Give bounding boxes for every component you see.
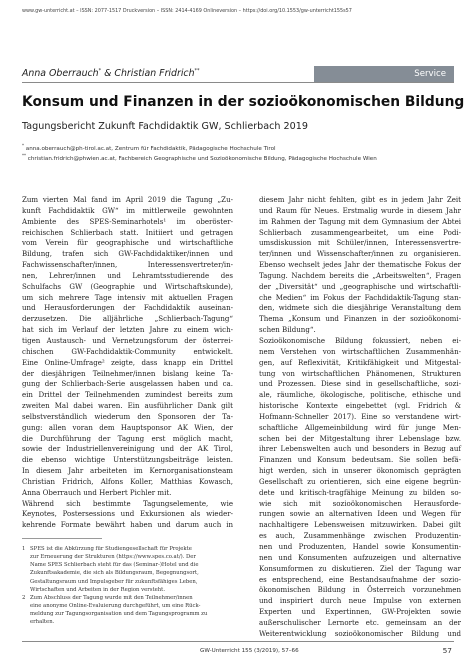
affiliation-1 <box>22 143 276 152</box>
text-line: tigen Austausch- und Vernetzungsforum der österrei- <box>22 335 233 345</box>
text-line: Schlierbach zusammengearbeitet, um eine Podi- <box>259 227 461 237</box>
text-line: Experten und Expertinnen, GW-Projekten sowie <box>259 607 461 617</box>
footnote-rule <box>22 538 102 539</box>
footnote-line <box>22 602 236 610</box>
text-line: vom Verein für geographische und wirtschaftliche <box>22 238 233 248</box>
footnote-line <box>22 569 236 577</box>
text-line: kunft Fachdidaktik GW“ im mittlerweile gewohnten <box>22 205 233 215</box>
text-line: und Herausforderungen der Fachdidaktik auseinan- <box>22 303 233 313</box>
author-join: & Christian Fridrich <box>101 68 195 79</box>
text-line: um sich mehrere Tage intensiv mit aktuellen Fragen <box>22 292 233 302</box>
text-line: Sozioökonomische Bildung fokussiert, neben ei- <box>259 335 461 345</box>
authors <box>22 68 200 79</box>
text-line: kehrende Formate bewährt haben und darum auch in <box>22 520 233 530</box>
footnote-text: Wirtschaften und Arbeiten in der Region versteht. <box>30 586 165 593</box>
text-line: gung: allen voran dem Hauptsponsor AK Wien, der <box>22 422 233 432</box>
text-line: den, widmete sich die diesjährige Veranstaltung dem <box>259 303 461 313</box>
text-line: ihrer Lebenswelten auch und besonders in Bezug auf <box>259 444 461 454</box>
text-line: nachhaltigere Lebensweisen mitzuwirken. Dabei gilt <box>259 520 461 530</box>
text-line: Gesellschaft zu orientieren, sich eine eigene begrün- <box>259 476 461 486</box>
text-line: che Medien“ im Fokus der Fachdidaktik-Tagung stan- <box>259 292 461 302</box>
article-subtitle: Tagungsbericht Zukunft Fachdidaktik GW, Schlierbach 2019 <box>22 121 308 132</box>
text-line: nem Verstehen von wirtschaftlichen Zusammenhän- <box>259 346 461 356</box>
text-line: zweiten Mal dabei waren. Ein ausführlicher Dank gilt <box>22 401 233 411</box>
text-line: Ambiente des SPES-Seminarhotels¹ im oberöster- <box>22 216 233 226</box>
journal-reference: GW-Unterricht 155 (3/2019), 57–66 <box>200 648 299 654</box>
text-line: nen und Produzenten, Handel sowie Konsumentin- <box>259 542 461 551</box>
text-line: Thema „Konsum und Finanzen in der sozioökonomi- <box>259 314 461 324</box>
text-line: Ebenso wechselt jedes Jahr der thematische Fokus der <box>259 260 461 270</box>
author-2-mark: ** <box>194 67 200 74</box>
text-line: diesem Jahr nicht fehlten, gibt es in jedem Jahr Zeit <box>259 195 461 204</box>
footnote-text: Name SPES Schlierbach steht für das (Seminar-)Hotel und die <box>30 562 199 569</box>
text-line: Christian Fridrich, Alfons Koller, Matthias Kowasch, <box>22 476 233 486</box>
footnote-line <box>22 561 236 569</box>
text-line: historische Kontexte eingebettet (vgl. Fridrich & <box>259 401 461 411</box>
footnote-text: SPES ist die Abkürzung für Studiengesellschaft für Projekte <box>30 546 192 552</box>
text-line: dete und kritisch-tragfähige Meinung zu bilden so- <box>259 487 461 497</box>
text-line: Finanzen und Konsum bedeutsam. Sie sollen befä- <box>259 455 461 465</box>
text-line: tung von wirtschaftlichen Phänomenen, Strukturen <box>259 368 461 378</box>
section-label-service: Service <box>314 66 454 82</box>
doi-issn-line: www.gw-unterricht.at – ISSN: 2077-1517 Druckversion – ISSN: 2414-4169 Onlineversion – https://doi.org/10.1553/gw-unterricht155s57 <box>22 8 352 14</box>
text-line: Fachwissenschafter/innen, Interessensvertreter/in- <box>22 260 233 270</box>
text-line: wie sich mit sozioökonomischen Herausforde- <box>259 498 461 508</box>
text-line: derzusetzen. Die alljährliche „Schlierbach-Tagung“ <box>22 314 233 324</box>
footer-rule <box>22 641 454 642</box>
header-rule <box>22 82 454 83</box>
text-line: gung der Schlierbach-Serie ausgelassen haben und ca. <box>22 379 233 389</box>
text-line: ein Drittel der Teilnehmenden zumindest bereits zum <box>22 390 233 400</box>
text-line: Zum vierten Mal fand im April 2019 die Tagung „Zu- <box>22 195 233 204</box>
text-line: ökonomischen Bildung in Österreich vorzunehmen <box>259 585 461 595</box>
footnote-line <box>22 586 236 594</box>
text-line: Keynotes, Postersessions und Exkursionen als wieder- <box>22 509 233 519</box>
footnote-line <box>22 618 236 626</box>
footnote-line <box>22 610 236 618</box>
text-line: higt werden, sich in unserer ökonomisch geprägten <box>259 466 461 476</box>
footnotes <box>22 545 236 626</box>
affiliation-text: anna.oberrauch@ph-tirol.ac.at, Zentrum für Fachdidaktik, Pädagogische Hochschule Tirol <box>25 145 276 152</box>
footnote-text: Zum Abschluss der Tagung wurde mit den Teilnehmer/innen <box>30 594 193 601</box>
text-line: ter/innen und Wissenschafter/innen zu organisieren. <box>259 249 461 259</box>
affiliation-mark: ** <box>22 153 26 158</box>
footnote-text: zur Erneuerung der Strukturen (https://www.spes.co.at/). Der <box>30 554 196 561</box>
affiliation-text: christian.fridrich@phwien.ac.at, Fachbereich Geographische und Sozioökonomische Bildung, Pädagogische Hochschule Wien <box>27 155 377 162</box>
text-line: schen bei der Mitgestaltung ihrer Lebenslage bzw. <box>259 433 461 443</box>
affiliation-2 <box>22 153 377 162</box>
footnote-text: eine anonyme Online-Evaluierung durchgeführt, um eine Rück- <box>30 602 201 609</box>
text-line: rungen sowie an alternativen Ideen und Wegen für <box>259 509 461 519</box>
footnote-text: erhalten. <box>30 619 55 626</box>
footnote-line <box>22 594 236 602</box>
text-line: und Raum für Neues. Erstmalig wurde in diesem Jahr <box>259 205 461 215</box>
footnote-line <box>22 553 236 561</box>
text-line: In diesem Jahr arbeiteten im Kernorganisationsteam <box>22 466 233 476</box>
text-line: nen und Konsumenten aufzuzeigen und alternative <box>259 552 461 562</box>
body-column-left <box>22 195 233 531</box>
page-number: 57 <box>442 646 452 655</box>
text-line: der „Diversität“ und „geographische und wirtschaftli- <box>259 281 461 291</box>
text-line: Konsumformen zu diskutieren. Ziel der Tagung war <box>259 563 461 573</box>
text-line: nen, Lehrer/innen und Lehramtsstudierende des <box>22 270 233 280</box>
text-line: und Prozessen. Diese sind in gesellschaftliche, sozi- <box>259 379 461 389</box>
author-1: Anna Oberrauch <box>22 68 99 79</box>
footnote-text: meldung zur Tagungsorganisation und dem Tagungsprogramm zu <box>30 611 208 618</box>
text-line: sowie der Industriellenvereinigung und der AK Tirol, <box>22 444 233 454</box>
text-line: es auch, Zusammenhänge zwischen Produzentin- <box>259 531 461 541</box>
article-title: Konsum und Finanzen in der sozioökonomischen Bildung <box>22 94 465 110</box>
footnote-text: Gestaltungsraum und Impulsgeber für zukunftsfähiges Leben, <box>30 578 198 585</box>
text-line: gen, auf Reflexivität, Kritikfähigkeit und Mitgestal- <box>259 357 461 367</box>
text-line: die ebenso wichtige Unterstützungsbeiträge leisten. <box>22 455 233 465</box>
text-line: die Durchführung der Tagung erst möglich macht, <box>22 433 233 443</box>
footnote-mark: 1 <box>22 546 26 552</box>
text-line: im Rahmen der Tagung mit dem Gymnasium der Abtei <box>259 216 461 226</box>
text-line: es entsprechend, eine Bestandsaufnahme der sozio- <box>259 574 461 584</box>
text-line: chischen GW-Fachdidaktik-Community entwickelt. <box>22 346 233 356</box>
text-line: Schulfachs GW (Geographie und Wirtschaftskunde), <box>22 281 233 291</box>
text-line: Tagung. Nachdem bereits die „Arbeitswelten“, Fragen <box>259 270 461 280</box>
footnote-text: Zukunftsakademie, die sich als Bildungsraum, Begegnungsort, <box>30 570 199 577</box>
text-line: Bildung, trafen sich GW-Fachdidaktiker/innen und <box>22 249 233 259</box>
text-line: reichischen Schlierbach statt. Initiiert und getragen <box>22 227 233 237</box>
text-line: hat sich im Verlauf der letzten Jahre zu einem wich- <box>22 325 233 335</box>
text-line: Eine Online-Umfrage² zeigte, dass knapp ein Drittel <box>22 357 233 367</box>
author-header-row <box>22 64 454 82</box>
text-line: selbstverständlich wiederum den Sponsoren der Ta- <box>22 411 233 421</box>
text-line: umsdiskussion mit Schüler/innen, Interessensvertre- <box>259 238 461 248</box>
footnote-mark: 2 <box>22 594 26 601</box>
text-line: schen Bildung“. <box>259 325 316 335</box>
text-line: Hofmann-Schneller 2017). Eine so verstandene wirt- <box>259 411 461 421</box>
text-line: Während sich bestimmte Tagungselemente, wie <box>22 498 233 508</box>
text-line: ale, räumliche, ökologische, politische, ethische und <box>259 390 461 400</box>
text-line: Weiterentwicklung sozioökonomischer Bildung und <box>259 628 461 638</box>
text-line: Anna Oberrauch und Herbert Pichler mit. <box>22 487 172 497</box>
text-line: schaftliche Allgemeinbildung wird für junge Men- <box>259 422 461 432</box>
footnote-line <box>22 578 236 586</box>
footnote-line <box>22 545 236 553</box>
text-line: der diesjährigen Teilnehmer/innen bislang keine Ta- <box>22 368 233 378</box>
body-column-right <box>259 195 461 640</box>
affiliation-mark: * <box>22 143 24 148</box>
text-line: außerschulischer Lernorte etc. gemeinsam an der <box>259 617 461 627</box>
text-line: und inspiriert durch neue Impulse von externen <box>259 596 461 606</box>
author-1-mark: * <box>98 67 102 74</box>
